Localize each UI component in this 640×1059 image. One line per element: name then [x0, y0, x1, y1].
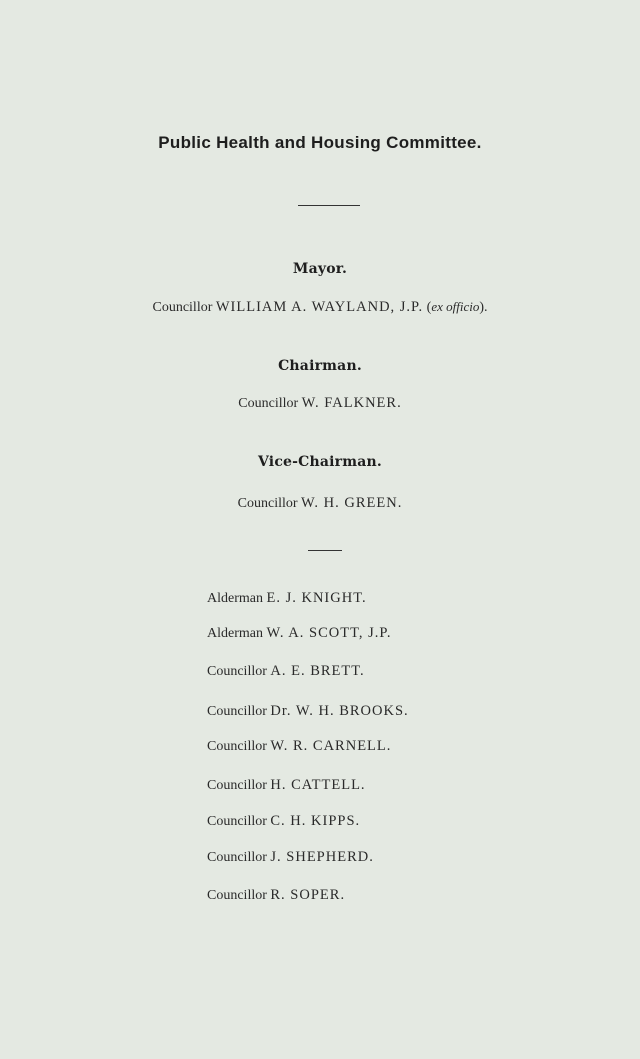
list-item — [207, 813, 360, 830]
chairman-name: W. FALKNER. — [301, 395, 402, 411]
member-title: Councillor — [207, 664, 267, 679]
vice-chairman-line — [0, 495, 640, 512]
list-item — [207, 625, 391, 642]
list-item — [207, 777, 366, 794]
member-title: Councillor — [207, 739, 267, 754]
member-name: H. CATTELL. — [270, 777, 366, 793]
mayor-note-open: ( — [426, 300, 432, 315]
member-title: Councillor — [207, 850, 267, 865]
member-name: A. E. BRETT. — [270, 663, 365, 679]
vice-chairman-name: W. H. GREEN. — [301, 495, 403, 511]
list-item — [207, 663, 365, 680]
member-name: R. SOPER. — [270, 887, 346, 903]
member-title: Alderman — [207, 591, 263, 606]
list-item — [207, 703, 409, 720]
divider-rule — [308, 550, 342, 551]
member-title: Councillor — [207, 888, 267, 903]
chairman-line — [0, 395, 640, 412]
list-item — [207, 738, 391, 755]
mayor-note: ex officio — [431, 299, 480, 314]
page-title: Public Health and Housing Committee. — [158, 133, 482, 152]
mayor-heading: Mayor. — [292, 261, 348, 277]
mayor-line — [0, 299, 640, 316]
list-item — [207, 887, 345, 904]
member-name: W. A. SCOTT, J.P. — [266, 625, 392, 641]
member-title: Alderman — [207, 626, 263, 641]
member-title: Councillor — [207, 814, 267, 829]
member-name: E. J. KNIGHT. — [266, 590, 367, 606]
chairman-prefix: Councillor — [238, 396, 299, 411]
member-title: Councillor — [207, 778, 267, 793]
member-title: Councillor — [207, 704, 267, 719]
member-name: C. H. KIPPS. — [270, 813, 361, 829]
list-item — [207, 590, 367, 607]
member-name: J. SHEPHERD. — [270, 849, 374, 865]
member-name: W. R. CARNELL. — [270, 738, 392, 754]
vice-chairman-heading: Vice-Chairman. — [257, 454, 382, 470]
mayor-prefix: Councillor — [152, 300, 213, 315]
vice-chairman-prefix: Councillor — [237, 496, 298, 511]
mayor-note-close: ). — [479, 300, 488, 315]
member-name: Dr. W. H. BROOKS. — [270, 703, 409, 719]
chairman-heading: Chairman. — [278, 358, 362, 374]
list-item — [207, 849, 374, 866]
divider-rule — [298, 205, 360, 206]
mayor-name: WILLIAM A. WAYLAND, J.P. — [215, 299, 424, 315]
